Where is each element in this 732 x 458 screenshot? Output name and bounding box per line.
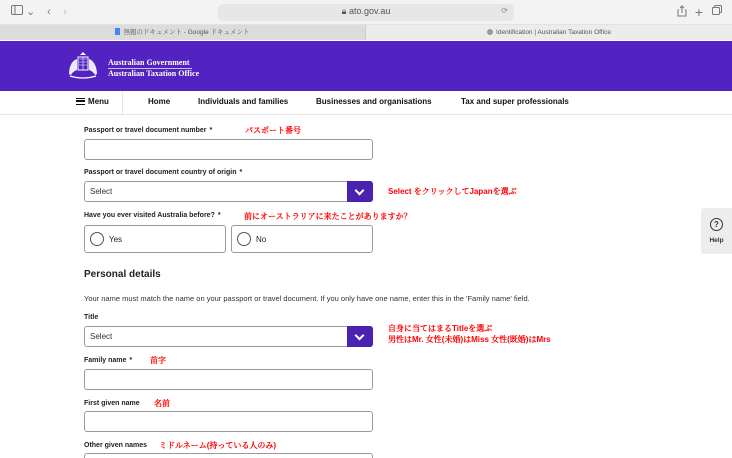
title-select[interactable] — [84, 326, 373, 347]
hamburger-icon — [76, 98, 85, 105]
personal-details-description: Your name must match the name on your passport or travel document. If you only have one name, enter this in the 'Family name' field. — [84, 294, 530, 303]
back-icon[interactable]: ‹ — [47, 6, 51, 18]
family-name-note: 苗字 — [150, 356, 166, 365]
personal-details-heading: Personal details — [84, 269, 161, 280]
visited-yes-radio[interactable] — [90, 232, 104, 246]
visited-yes-option[interactable]: Yes — [84, 225, 226, 253]
help-button[interactable] — [701, 208, 732, 254]
family-name-label: Family name * — [84, 357, 133, 364]
passport-country-label: Passport or travel document country of origin * — [84, 169, 243, 176]
coat-of-arms-icon[interactable] — [64, 50, 102, 80]
gov-title: Australian Government — [108, 58, 190, 67]
other-given-names-input[interactable] — [84, 453, 373, 458]
share-icon[interactable] — [676, 5, 688, 19]
tabs-overview-icon[interactable] — [711, 5, 723, 19]
first-given-name-note: 名前 — [154, 399, 170, 408]
site-header — [0, 41, 732, 91]
chevron-down-icon — [355, 331, 365, 341]
nav-businesses[interactable]: Businesses and organisations — [316, 97, 432, 106]
passport-country-note: Select をクリックしてJapanを選ぶ — [388, 187, 517, 196]
chevron-down-icon[interactable]: ⌄ — [26, 6, 36, 18]
tab-bar — [0, 25, 732, 40]
other-given-names-note: ミドルネーム(持っている人のみ) — [159, 441, 277, 450]
forward-icon[interactable]: › — [63, 6, 67, 18]
google-docs-icon — [115, 28, 120, 35]
main-nav — [0, 91, 732, 115]
address-text: ato.gov.au — [348, 6, 391, 16]
title-value: Select — [90, 332, 113, 341]
menu-button[interactable]: Menu — [63, 91, 123, 115]
nav-tax-super[interactable]: Tax and super professionals — [461, 97, 569, 106]
sidebar-toggle-icon[interactable] — [10, 5, 24, 19]
visited-no-option[interactable]: No — [231, 225, 373, 253]
nav-individuals[interactable]: Individuals and families — [198, 97, 289, 106]
tab-ato-identification[interactable]: Identification | Australian Taxation Office — [366, 25, 732, 40]
agency-title: Australian Taxation Office — [108, 69, 200, 78]
nav-home[interactable]: Home — [148, 97, 171, 106]
tab-google-docs[interactable]: 無題のドキュメント - Google ドキュメント — [0, 25, 366, 40]
lock-icon: 🔒︎ — [341, 6, 347, 16]
family-name-input[interactable] — [84, 369, 373, 390]
help-label: Help — [709, 237, 724, 244]
first-given-name-input[interactable] — [84, 411, 373, 432]
passport-country-value: Select — [90, 187, 113, 196]
address-bar[interactable] — [218, 4, 514, 21]
ato-favicon-icon — [487, 29, 493, 35]
visited-label: Have you ever visited Australia before? * — [84, 212, 221, 219]
title-note-line2: 男性はMr. 女性(未婚)はMiss 女性(既婚)はMrs — [388, 335, 551, 344]
reload-icon[interactable]: ⟳ — [501, 6, 508, 15]
visited-no-radio[interactable] — [237, 232, 251, 246]
chevron-down-icon — [355, 186, 365, 196]
other-given-names-label: Other given names — [84, 442, 148, 449]
passport-number-input[interactable] — [84, 139, 373, 160]
title-dropdown-button[interactable] — [347, 326, 373, 347]
browser-toolbar — [0, 0, 732, 25]
help-icon: ? — [710, 218, 723, 231]
title-label: Title — [84, 314, 99, 321]
passport-number-note: パスポート番号 — [245, 126, 301, 135]
passport-country-dropdown-button[interactable] — [347, 181, 373, 202]
new-tab-icon[interactable]: + — [694, 4, 704, 20]
passport-number-label: Passport or travel document number * — [84, 127, 213, 134]
passport-country-select[interactable] — [84, 181, 373, 202]
visited-note: 前にオーストラリアに来たことがありますか？ — [244, 212, 412, 221]
first-given-name-label: First given name — [84, 400, 140, 407]
title-note-line1: 自身に当てはまるTitleを選ぶ — [388, 324, 493, 333]
